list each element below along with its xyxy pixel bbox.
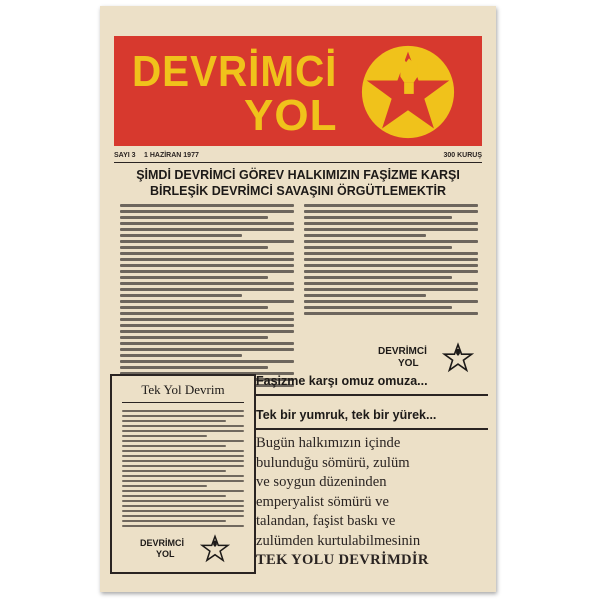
issue-number: SAYI 3 xyxy=(114,152,136,159)
text-line-placeholder xyxy=(122,520,226,522)
text-line-placeholder xyxy=(304,288,478,291)
text-line-placeholder xyxy=(120,354,242,357)
text-line-placeholder xyxy=(122,450,244,452)
text-line-placeholder xyxy=(122,415,244,417)
tek-yol-devrim-box xyxy=(110,374,256,574)
text-line-placeholder xyxy=(120,234,242,237)
sidebar-divider xyxy=(122,402,244,403)
star-fist-icon xyxy=(442,342,474,374)
text-line-placeholder xyxy=(120,222,294,225)
text-line-placeholder xyxy=(120,318,294,321)
manifesto-line: bulunduğu sömürü, zulüm xyxy=(256,454,410,471)
text-line-placeholder xyxy=(122,460,244,462)
lead-logo-yol: YOL xyxy=(398,358,419,369)
masthead-title-yol: YOL xyxy=(244,91,338,140)
text-line-placeholder xyxy=(120,324,294,327)
slogan-tek-bir-yumruk: Tek bir yumruk, tek bir yürek... xyxy=(256,408,437,422)
sidebar-logo xyxy=(122,532,244,566)
lead-headline-line1: ŞİMDİ DEVRİMCİ GÖREV HALKIMIZIN FAŞİZME KARŞI xyxy=(136,168,460,182)
text-line-placeholder xyxy=(122,435,207,437)
text-line-placeholder xyxy=(120,348,294,351)
text-line-placeholder xyxy=(304,312,478,315)
masthead xyxy=(114,36,482,146)
text-line-placeholder xyxy=(120,288,294,291)
text-line-placeholder xyxy=(120,264,294,267)
text-line-placeholder xyxy=(122,420,226,422)
issue-date: 1 HAZİRAN 1977 xyxy=(144,152,199,159)
text-line-placeholder xyxy=(120,282,294,285)
text-line-placeholder xyxy=(120,270,294,273)
text-line-placeholder xyxy=(120,366,268,369)
manifesto-line: zulümden kurtulabilmesinin xyxy=(256,532,421,549)
slogan-fasizme-karsi: Faşizme karşı omuz omuza... xyxy=(256,374,428,388)
star-fist-icon xyxy=(200,534,230,564)
text-line-placeholder xyxy=(120,228,294,231)
text-line-placeholder xyxy=(120,312,294,315)
text-line-placeholder xyxy=(120,252,294,255)
text-line-placeholder xyxy=(120,306,268,309)
text-line-placeholder xyxy=(122,425,244,427)
text-line-placeholder xyxy=(122,465,244,467)
text-line-placeholder xyxy=(120,342,294,345)
sidebar-logo-devrimci: DEVRİMCİ xyxy=(140,538,185,548)
text-line-placeholder xyxy=(304,234,426,237)
red-star-raised-fist-emblem-icon xyxy=(360,44,456,140)
slogan-divider xyxy=(256,394,488,396)
text-line-placeholder xyxy=(122,455,244,457)
manifesto-text xyxy=(256,434,488,571)
text-line-placeholder xyxy=(122,440,244,442)
sidebar-title: Tek Yol Devrim xyxy=(141,382,225,397)
text-line-placeholder xyxy=(122,515,244,517)
lead-headline-line2: BİRLEŞİK DEVRİMCİ SAVAŞINI ÖRGÜTLEMEKTİR xyxy=(149,184,447,198)
manifesto-line: Bugün halkımızın içinde xyxy=(256,435,401,451)
text-line-placeholder xyxy=(304,246,452,249)
text-line-placeholder xyxy=(120,258,294,261)
lead-article-column-right xyxy=(304,204,478,316)
text-line-placeholder xyxy=(304,216,452,219)
slogans-section xyxy=(256,374,488,584)
text-line-placeholder xyxy=(122,510,244,512)
lead-article-column-left xyxy=(120,204,294,390)
manifesto-line: ve soygun düzeninden xyxy=(256,474,387,490)
issue-price: 300 KURUŞ xyxy=(443,152,482,159)
masthead-title-devrimci: DEVRİMCİ xyxy=(132,47,338,96)
manifesto-line: emperyalist sömürü ve xyxy=(256,493,389,510)
text-line-placeholder xyxy=(120,360,294,363)
text-line-placeholder xyxy=(120,246,268,249)
text-line-placeholder xyxy=(120,336,268,339)
text-line-placeholder xyxy=(304,282,478,285)
text-line-placeholder xyxy=(304,294,426,297)
manifesto-line: talandan, faşist baskı ve xyxy=(256,513,396,529)
text-line-placeholder xyxy=(122,495,226,497)
text-line-placeholder xyxy=(120,216,268,219)
text-line-placeholder xyxy=(120,330,294,333)
text-line-placeholder xyxy=(122,470,226,472)
text-line-placeholder xyxy=(122,500,244,502)
text-line-placeholder xyxy=(122,525,244,527)
text-line-placeholder xyxy=(304,240,478,243)
text-line-placeholder xyxy=(304,270,478,273)
text-line-placeholder xyxy=(304,222,478,225)
text-line-placeholder xyxy=(304,264,478,267)
text-line-placeholder xyxy=(120,204,294,207)
newspaper-page xyxy=(100,6,496,592)
sidebar-logo-yol: YOL xyxy=(156,549,175,559)
text-line-placeholder xyxy=(304,276,452,279)
slogan-divider xyxy=(256,428,488,430)
text-line-placeholder xyxy=(122,490,244,492)
text-line-placeholder xyxy=(122,430,244,432)
text-line-placeholder xyxy=(122,475,244,477)
lead-logo-devrimci: DEVRİMCİ xyxy=(378,346,427,357)
text-line-placeholder xyxy=(304,210,478,213)
text-line-placeholder xyxy=(120,210,294,213)
text-line-placeholder xyxy=(122,410,244,412)
text-line-placeholder xyxy=(304,258,478,261)
manifesto-closing: TEK YOLU DEVRİMDİR xyxy=(256,552,429,568)
text-line-placeholder xyxy=(304,252,478,255)
issue-info-bar xyxy=(114,150,482,163)
lead-article xyxy=(114,166,482,392)
text-line-placeholder xyxy=(304,228,478,231)
text-line-placeholder xyxy=(120,294,242,297)
text-line-placeholder xyxy=(120,240,294,243)
text-line-placeholder xyxy=(120,276,268,279)
sidebar-body-text xyxy=(122,410,244,530)
text-line-placeholder xyxy=(304,204,478,207)
text-line-placeholder xyxy=(122,480,244,482)
text-line-placeholder xyxy=(122,505,244,507)
text-line-placeholder xyxy=(122,485,207,487)
text-line-placeholder xyxy=(304,300,478,303)
text-line-placeholder xyxy=(122,445,226,447)
text-line-placeholder xyxy=(120,300,294,303)
text-line-placeholder xyxy=(304,306,452,309)
